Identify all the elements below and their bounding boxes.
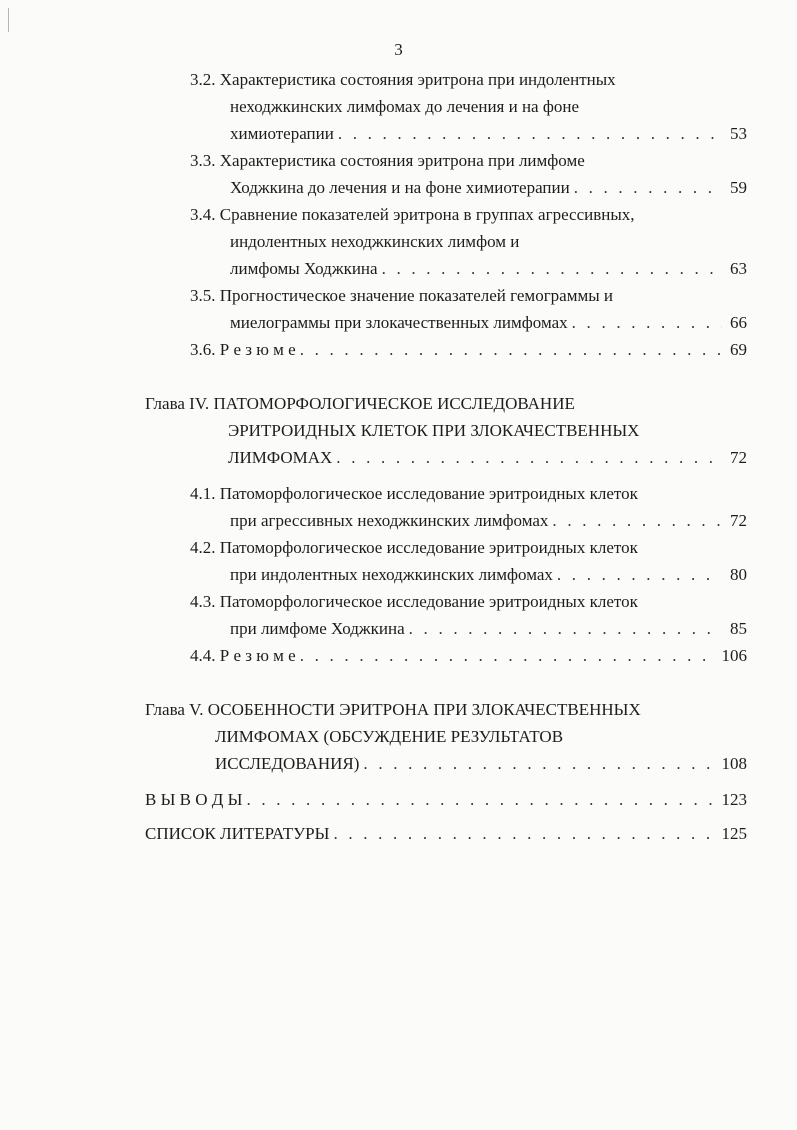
- toc-entry-leader: при лимфоме Ходжкина . . . 85: [230, 619, 747, 639]
- toc-page-ref: 66: [730, 313, 747, 332]
- toc-entry-leader: лимфомы Ходжкина . . . 63: [230, 259, 747, 279]
- toc-page-ref: 69: [730, 340, 747, 359]
- toc-page-ref: 106: [721, 646, 747, 665]
- toc-page-ref: 85: [730, 619, 747, 638]
- toc-entry-leader: ИССЛЕДОВАНИЯ) . . . 108: [215, 754, 747, 774]
- toc-entry-number: 4.2. Патоморфологическое исследование эритроидных клеток: [190, 538, 638, 557]
- toc-page-ref: 59: [730, 178, 747, 197]
- chapter-heading: Глава V. ОСОБЕННОСТИ ЭРИТРОНА ПРИ ЗЛОКАЧЕСТВЕННЫХ: [145, 700, 641, 719]
- chapter-heading-line: ЭРИТРОИДНЫХ КЛЕТОК ПРИ ЗЛОКАЧЕСТВЕННЫХ: [228, 421, 640, 440]
- toc-entry-number: 3.2. Характеристика состояния эритрона при индолентных: [190, 70, 616, 89]
- toc-page-ref: 125: [721, 824, 747, 843]
- toc-page-ref: 72: [730, 448, 747, 467]
- page-number: 3: [394, 40, 403, 59]
- toc-entry-number: 4.3. Патоморфологическое исследование эритроидных клеток: [190, 592, 638, 611]
- toc-entry-leader: [145, 824, 747, 844]
- chapter-heading: Глава IV. ПАТОМОРФОЛОГИЧЕСКОЕ ИССЛЕДОВАНИЕ: [145, 394, 575, 413]
- toc-entry-number: 3.3. Характеристика состояния эритрона при лимфоме: [190, 151, 585, 170]
- scan-edge-mark: [8, 8, 9, 32]
- toc-entry-line: индолентных неходжкинских лимфом и: [230, 232, 520, 251]
- references-title: СПИСОК ЛИТЕРАТУРЫ: [145, 824, 330, 843]
- toc-entry-leader: Ходжкина до лечения и на фоне химиотерапии . . . 59: [230, 178, 747, 198]
- toc-entry-leader: ЛИМФОМАХ . . . 72: [228, 448, 747, 468]
- toc-entry-number: 3.5. Прогностическое значение показателей гемограммы и: [190, 286, 613, 305]
- toc-page-ref: 80: [730, 565, 747, 584]
- toc-entry-leader: миелограммы при злокачественных лимфомах . . . 66: [230, 313, 747, 333]
- toc-entry-number: 4.1. Патоморфологическое исследование эритроидных клеток: [190, 484, 638, 503]
- toc-entry-leader: 3.6. Р е з ю м е . . . 69: [190, 340, 747, 360]
- toc-entry-line: неходжкинских лимфомах до лечения и на фоне: [230, 97, 580, 116]
- toc-entry-number: 3.4. Сравнение показателей эритрона в группах агрессивных,: [190, 205, 635, 224]
- chapter-heading-line: ЛИМФОМАХ (ОБСУЖДЕНИЕ РЕЗУЛЬТАТОВ: [215, 727, 564, 746]
- toc-page-ref: 63: [730, 259, 747, 278]
- toc-page-ref: 72: [730, 511, 747, 530]
- toc-entry-leader: 4.4. Р е з ю м е . . . 106: [190, 646, 747, 666]
- toc-entry-leader: при индолентных неходжкинских лимфомах . . . 80: [230, 565, 747, 585]
- toc-entry-leader: при агрессивных неходжкинских лимфомах . . . 72: [230, 511, 747, 531]
- toc-page-ref: 53: [730, 124, 747, 143]
- conclusions-title: В Ы В О Д Ы: [145, 790, 243, 809]
- toc-entry-leader: [145, 790, 747, 810]
- toc-page-ref: 108: [721, 754, 747, 773]
- toc-entry-leader: химиотерапии . . . 53: [230, 124, 747, 144]
- toc-page-ref: 123: [721, 790, 747, 809]
